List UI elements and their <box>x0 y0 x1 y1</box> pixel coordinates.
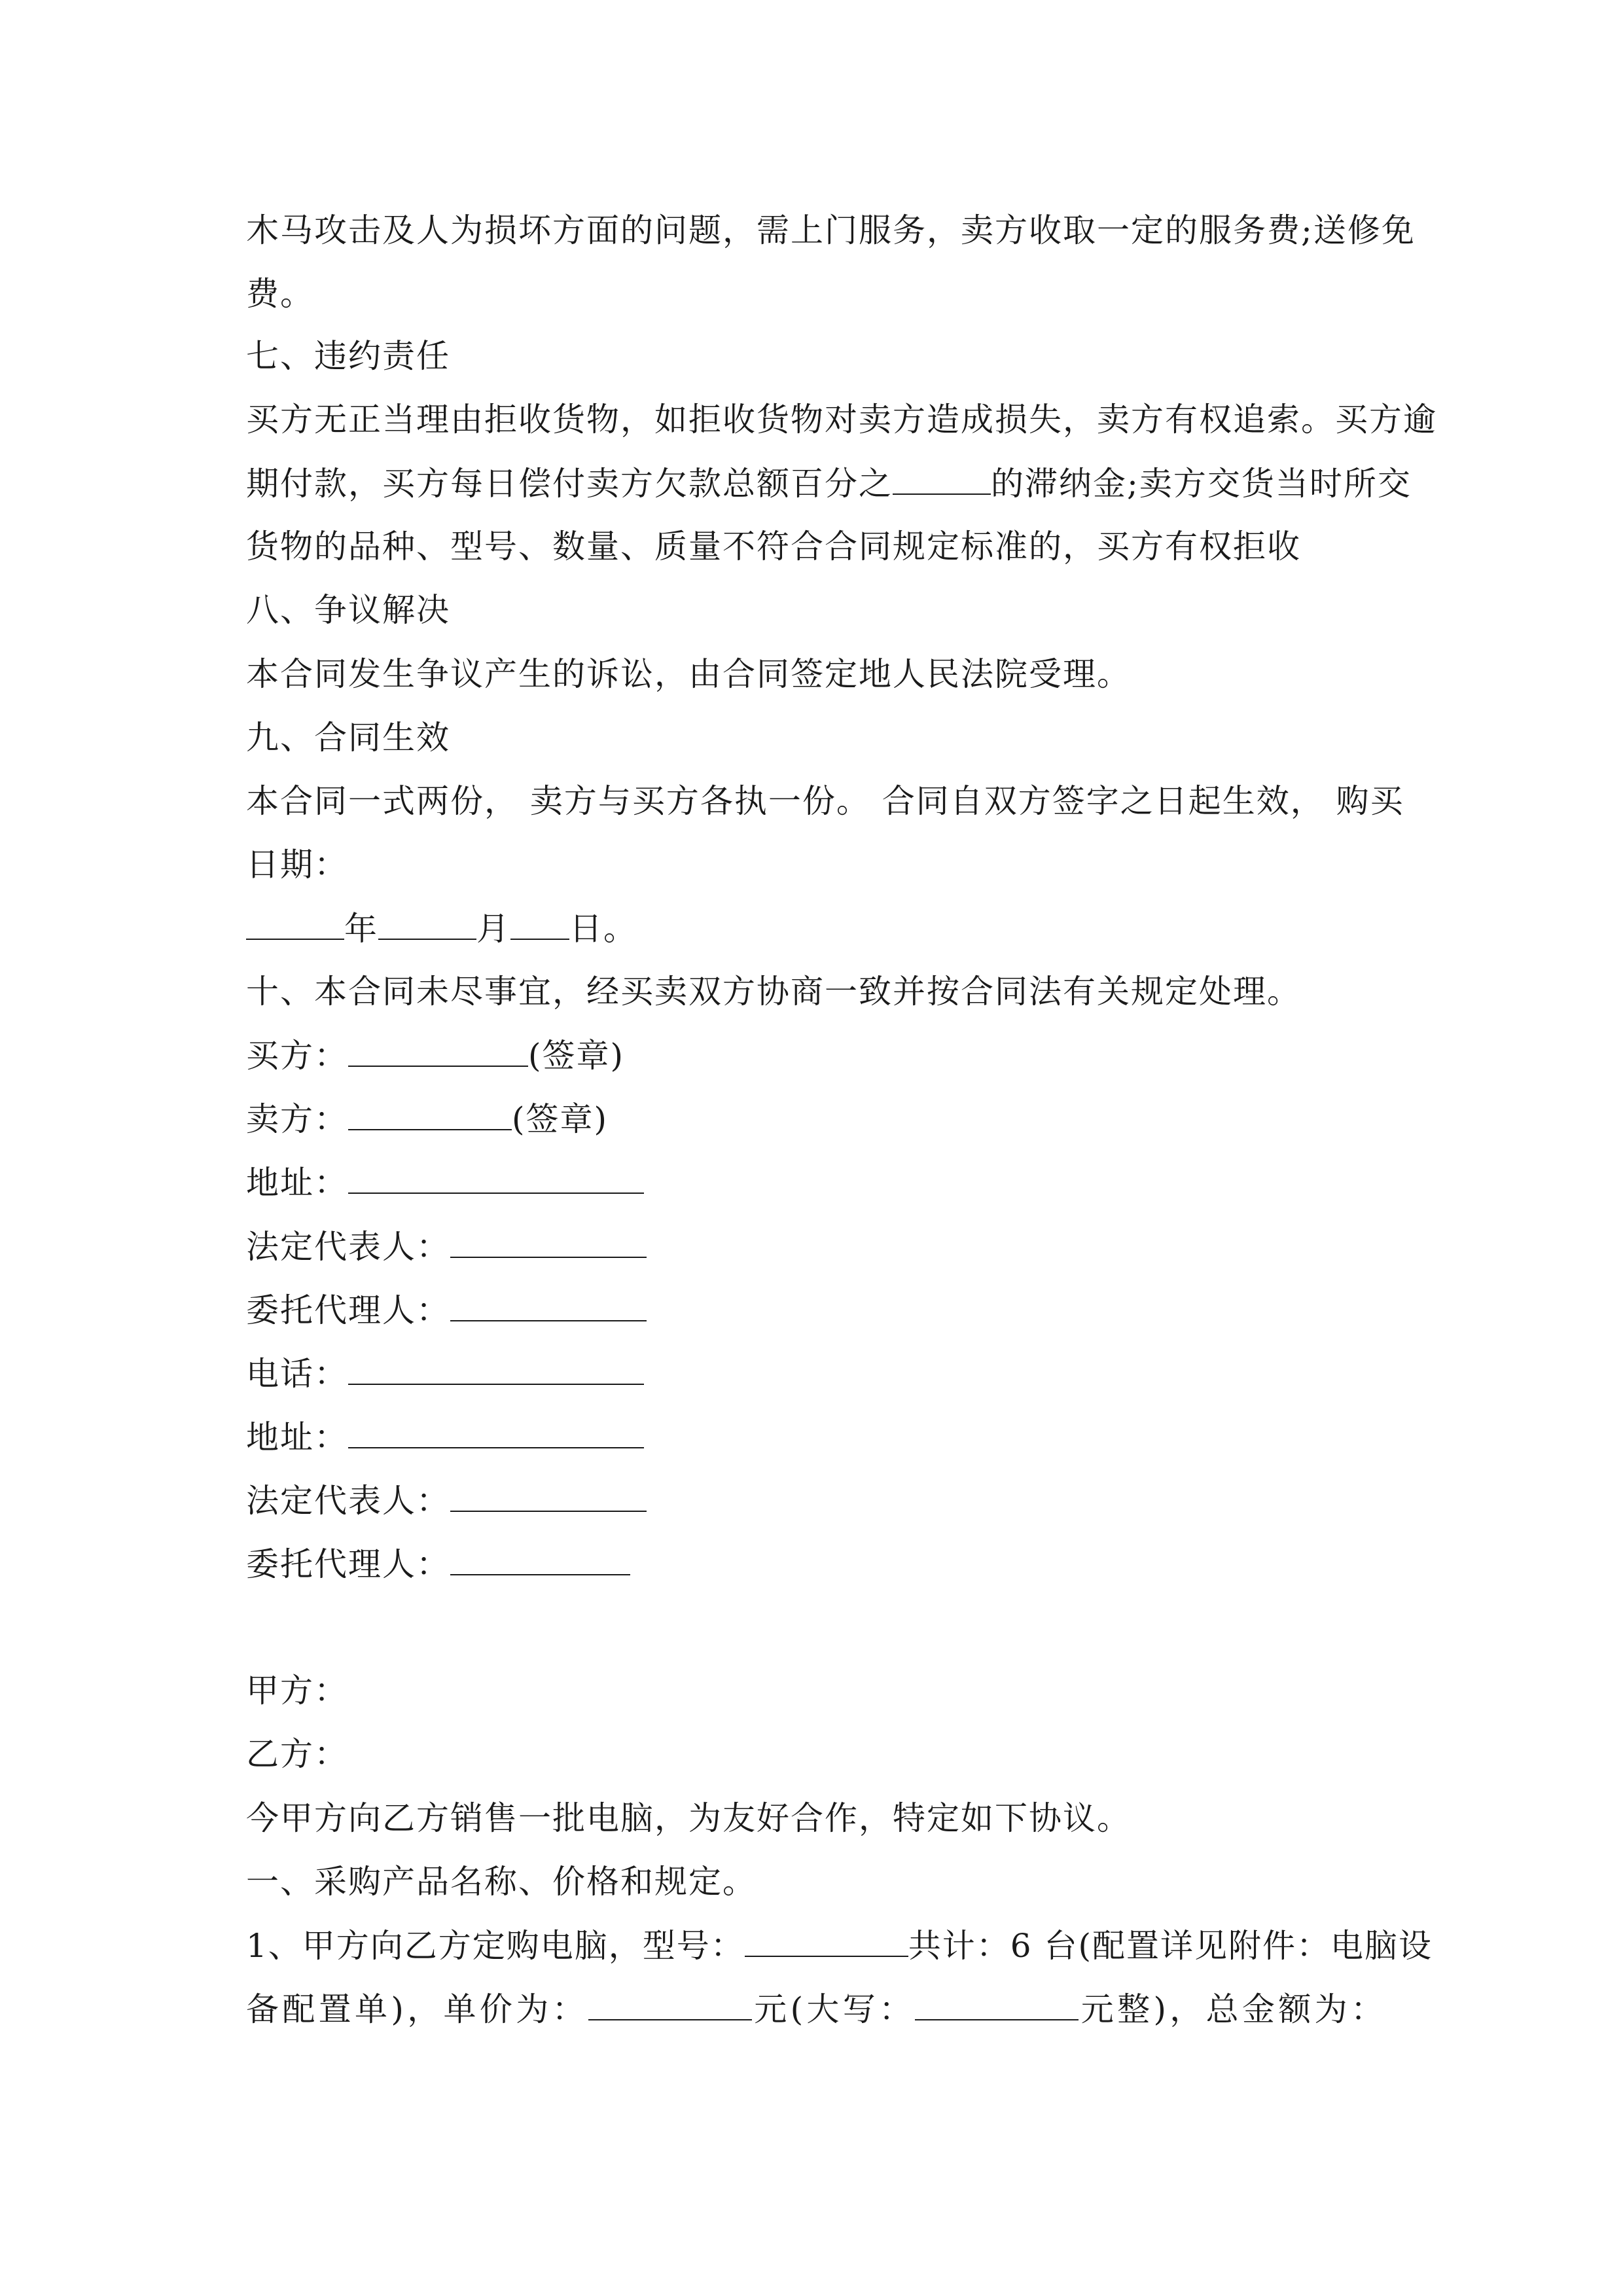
phone-label: 电话： <box>246 1355 348 1393</box>
address-blank <box>348 1162 644 1194</box>
buyer-label: 买方： <box>246 1037 348 1075</box>
day-label: 日。 <box>569 910 637 948</box>
buyer-seal-label: (签章) <box>528 1037 625 1075</box>
paragraph-line: 木马攻击及人为损坏方面的问题，需上门服务，卖方收取一定的服务费;送修免 <box>246 211 1416 249</box>
address-line <box>246 1417 1385 1456</box>
date-line <box>246 908 1385 948</box>
paragraph-line <box>246 463 1412 503</box>
address-line <box>246 1162 1385 1202</box>
paragraph-line <box>246 1989 1385 2028</box>
legal-rep-label: 法定代表人： <box>246 1482 450 1520</box>
agent-label: 委托代理人： <box>246 1291 450 1329</box>
party-a-line: 甲方： <box>246 1672 348 1710</box>
agent-line <box>246 1290 1385 1329</box>
seller-seal-label: (签章) <box>512 1100 609 1138</box>
text-segment: 元整)，总金额为： <box>1079 1990 1385 2028</box>
paragraph-line: 今甲方向乙方销售一批电脑，为友好合作，特定如下协议。 <box>246 1799 1131 1837</box>
phone-line <box>246 1354 1385 1393</box>
legal-rep-label: 法定代表人： <box>246 1228 450 1266</box>
text-segment: 的滞纳金;卖方交货当时所交 <box>991 465 1412 503</box>
legal-rep-blank <box>450 1480 647 1512</box>
paragraph-line: 费。 <box>246 275 314 313</box>
agent-blank <box>450 1290 647 1321</box>
unit-price-words-blank <box>915 1989 1079 2020</box>
year-blank <box>246 908 344 940</box>
model-blank <box>745 1926 908 1957</box>
text-segment: 元(大写： <box>751 1990 916 2028</box>
unit-price-blank <box>588 1989 752 2020</box>
text-segment: 共计：6 台(配置详见附件：电脑设 <box>908 1927 1433 1965</box>
buyer-blank <box>348 1035 528 1067</box>
month-blank <box>378 908 476 940</box>
legal-rep-line <box>246 1227 1385 1266</box>
text-segment: 期付款，买方每日偿付卖方欠款总额百分之 <box>246 465 893 503</box>
paragraph-line: 本合同一式两份， 卖方与买方各执一份。 合同自双方签字之日起生效， 购买 <box>246 782 1404 820</box>
signature-line-seller <box>246 1099 1385 1138</box>
section-heading: 十、本合同未尽事宜，经买卖双方协商一致并按合同法有关规定处理。 <box>246 973 1301 1011</box>
text-segment: 1、甲方向乙方定购电脑，型号： <box>246 1927 745 1965</box>
section-heading: 九、合同生效 <box>246 719 450 757</box>
legal-rep-line <box>246 1480 1385 1520</box>
address-label: 地址： <box>246 1164 348 1202</box>
phone-blank <box>348 1354 644 1385</box>
paragraph-line: 日期： <box>246 846 348 884</box>
year-label: 年 <box>344 910 378 948</box>
fill-blank <box>893 463 991 495</box>
address-label: 地址： <box>246 1418 348 1456</box>
paragraph-line: 货物的品种、型号、数量、质量不符合合同规定标准的，买方有权拒收 <box>246 528 1301 565</box>
paragraph-line: 本合同发生争议产生的诉讼，由合同签定地人民法院受理。 <box>246 655 1131 693</box>
agent-line <box>246 1544 1385 1583</box>
section-heading: 八、争议解决 <box>246 591 450 629</box>
paragraph-line: 买方无正当理由拒收货物，如拒收货物对卖方造成损失，卖方有权追索。买方逾 <box>246 401 1437 439</box>
seller-label: 卖方： <box>246 1100 348 1138</box>
paragraph-line <box>246 1926 1433 1965</box>
party-b-line: 乙方： <box>246 1735 348 1773</box>
agent-label: 委托代理人： <box>246 1545 450 1583</box>
address-blank <box>348 1417 644 1448</box>
section-heading: 一、采购产品名称、价格和规定。 <box>246 1863 757 1901</box>
section-heading: 七、违约责任 <box>246 337 450 375</box>
legal-rep-blank <box>450 1227 647 1258</box>
text-segment: 备配置单)，单价为： <box>246 1990 588 2028</box>
day-blank <box>510 908 569 940</box>
signature-line-buyer <box>246 1035 1385 1075</box>
month-label: 月 <box>476 910 510 948</box>
agent-blank <box>450 1544 630 1575</box>
seller-blank <box>348 1099 512 1130</box>
